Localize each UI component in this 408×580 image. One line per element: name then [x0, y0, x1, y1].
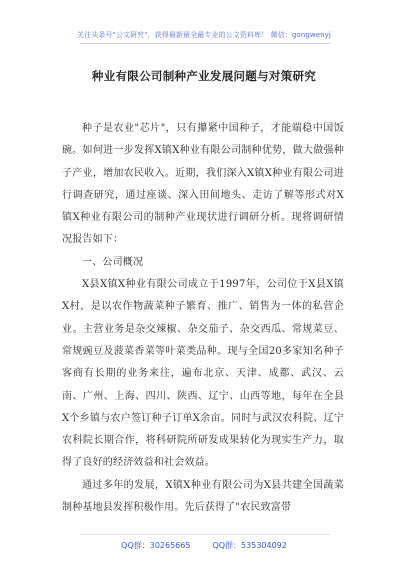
paragraph-development: 通过多年的发展，X镇X种业有限公司为X县共建全国蔬菜制种基地县发挥积极作用。先后获得了"农民致富带: [62, 479, 344, 514]
document-title: 种业有限公司制种产业发展问题与对策研究: [91, 69, 317, 83]
paragraph-company-overview: X县X镇X种业有限公司成立于1997年，公司位于X县X镇X村，是以农作物蔬菜种子繁育、推广、销售为一体的私营企业。主营业务是杂交辣椒、杂交茄子、杂交西瓜、常规菜豆、常规豌豆及菠菜香菜等叶菜类品种。现与全国20多家知名种子客商有长期的业务来往，遍布北京、天津、成都、武汉、云南、广州、上海、四川、陕西、辽宁、山西等地，每年在全县X个乡镇与农户签订种子订单X余亩。同时与武汉农科院、辽宁农科院长期合作，将科研院所研发成果转化为现实生产力，取得了良好的经济效益和社会效益。: [62, 279, 344, 469]
header-promo-note: 关注头条号"公文研究"，获得最新最全最专业的公文资料库！ 微信：gongwenyj: [77, 31, 331, 39]
footer-qq-group-2: QQ群：535304092: [212, 541, 287, 550]
section-heading-company-overview: 一、公司概况: [82, 256, 144, 268]
document-body: [62, 118, 344, 519]
footer-divider: [80, 534, 330, 535]
footer-qq-group-1: QQ群：30265665: [121, 541, 191, 550]
header-divider: [80, 43, 330, 44]
paragraph-intro: 种子是农业"芯片"，只有攥紧中国种子，才能端稳中国饭碗。如何进一步发挥X镇X种业有限公司制种优势，做大做强种子产业，增加农民收入。近期，我们深入X镇X种业有限公司进行调查研究，通过座谈、深入田间地头、走访了解等形式对X镇X种业有限公司的制种产业现状进行调研分析。现将调研情况报告如下：: [62, 123, 344, 246]
footer-contact: [0, 540, 408, 551]
